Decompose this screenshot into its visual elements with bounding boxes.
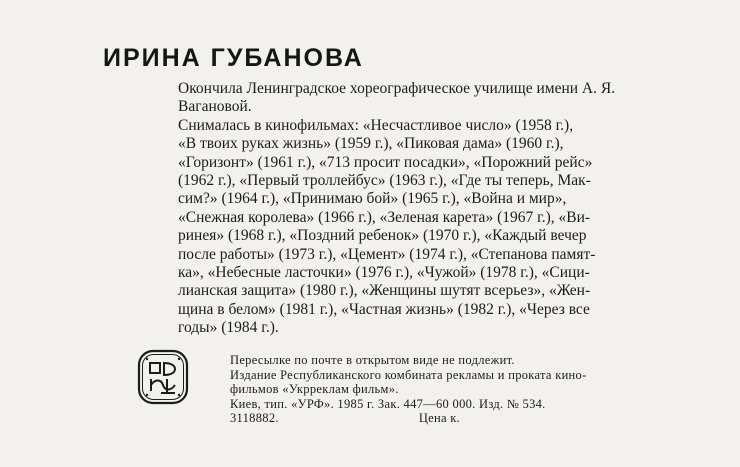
publisher-imprint <box>230 353 715 426</box>
imprint-line: Киев, тип. «УРФ». 1985 г. Зак. 447—60 000. Изд. № 534. <box>230 396 546 411</box>
bio-line: сим?» (1964 г.), «Принимаю бой» (1965 г.), «Война и мир», <box>178 190 567 208</box>
bio-line: щина в белом» (1981 г.), «Частная жизнь» (1982 г.), «Через все <box>178 300 590 318</box>
imprint-line: Пересылке по почте в открытом виде не подлежит. <box>230 353 515 367</box>
bio-line: «Горизонт» (1961 г.), «713 просит посадки», «Порожний рейс» <box>178 153 593 171</box>
actress-name-title: ИРИНА ГУБАНОВА <box>103 44 364 72</box>
imprint-line <box>230 411 715 426</box>
imprint-line: фильмов «Укрреклам фильм». <box>230 382 399 397</box>
bio-line: Снималась в кинофильмах: «Несчастливое число» (1958 г.), <box>178 116 574 134</box>
bio-line: ка», «Небесные ласточки» (1976 г.), «Чужой» (1978 г.), «Сици- <box>178 264 590 282</box>
catalog-number: 3118882. <box>230 411 279 426</box>
bio-line: лианская защита» (1980 г.), «Женщины шутят всерьез», «Жен- <box>178 282 591 300</box>
bio-line: ринея» (1968 г.), «Поздний ребенок» (1970 г.), «Каждый вечер <box>178 227 587 245</box>
bio-line: после работы» (1973 г.), «Цемент» (1974 г.), «Степанова памят- <box>178 245 596 263</box>
bio-line: Окончила Ленинградское хореографическое училище имени А. Я. <box>178 80 616 97</box>
bio-line: «Снежная королева» (1966 г.), «Зеленая карета» (1967 г.), «Ви- <box>178 208 591 226</box>
imprint-line: Издание Республиканского комбината рекламы и проката кино- <box>230 367 587 382</box>
price-label: Цена к. <box>418 411 461 426</box>
urf-publisher-logo-icon <box>137 349 189 405</box>
biography-text <box>178 80 713 338</box>
bio-line: годы» (1984 г.). <box>178 319 279 337</box>
bio-line: «В твоих руках жизнь» (1959 г.), «Пиковая дама» (1960 г.), <box>178 135 564 153</box>
bio-line: (1962 г.), «Первый троллейбус» (1963 г.), «Где ты теперь, Мак- <box>178 172 591 190</box>
bio-line: Вагановой. <box>178 98 252 116</box>
